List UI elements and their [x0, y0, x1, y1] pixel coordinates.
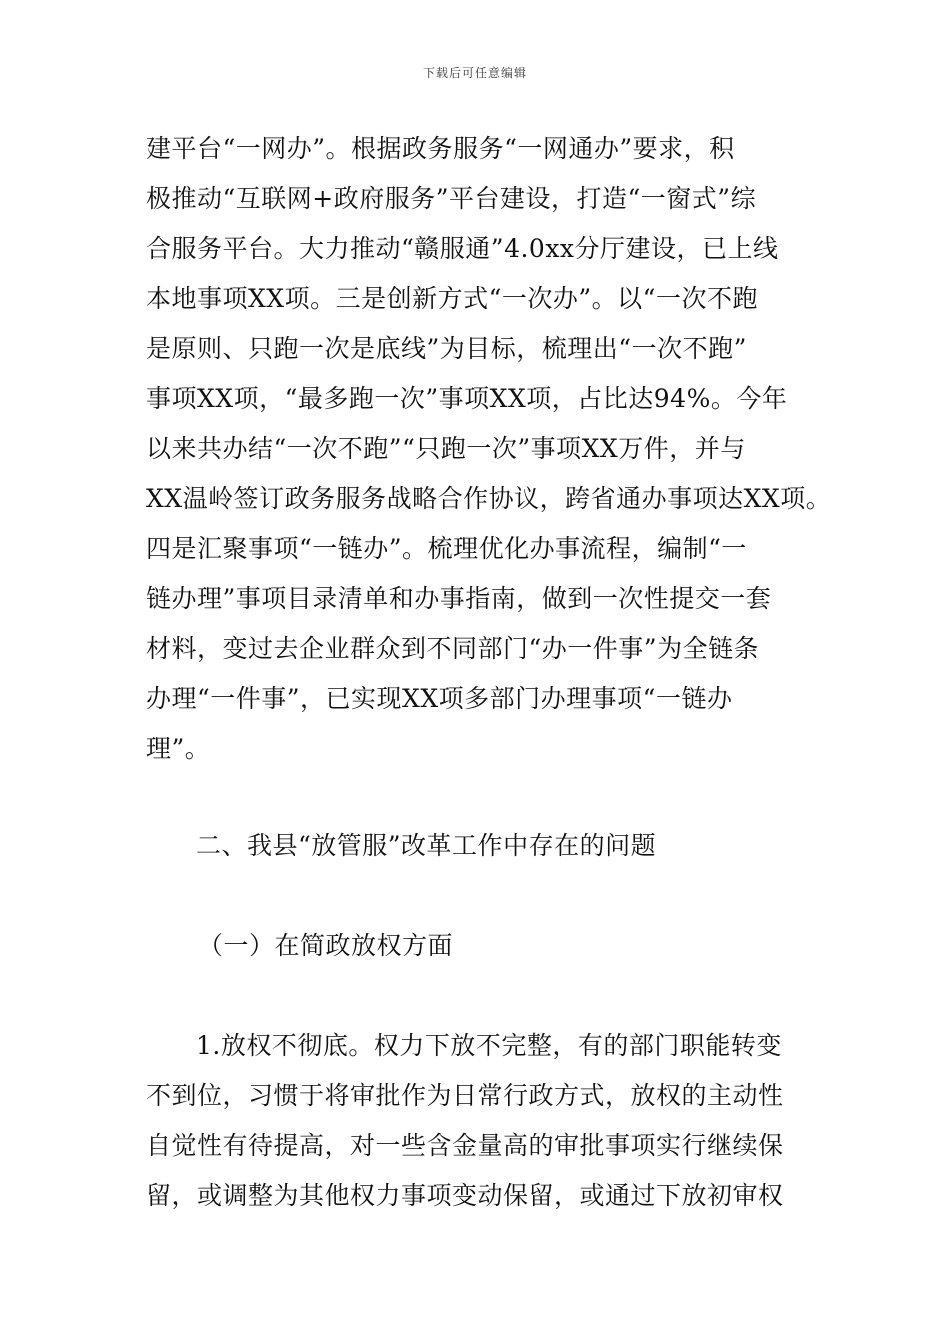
paragraph-line: 建平台“一网办”。根据政务服务“一网通办”要求，积 [146, 134, 735, 163]
page-header: 下载后可任意编辑 [422, 66, 527, 80]
paragraph-line: 本地事项XX项。三是创新方式“一次办”。以“一次不跑 [146, 284, 758, 313]
paragraph-line: 办理“一件事”，已实现XX项多部门办理事项“一链办 [146, 684, 733, 713]
section-heading: 二、我县“放管服”改革工作中存在的问题 [196, 831, 657, 860]
paragraph-line: 是原则、只跑一次是底线”为目标，梳理出“一次不跑” [146, 334, 747, 363]
paragraph-line: 理”。 [146, 734, 211, 763]
paragraph-line: 以来共办结“一次不跑”“只跑一次”事项XX万件，并与 [146, 434, 746, 463]
subsection-heading: （一）在简政放权方面 [198, 931, 454, 960]
paragraph-line: 极推动“互联网+政府服务”平台建设，打造“一窗式”综 [146, 184, 757, 213]
paragraph-line: 链办理”事项目录清单和办事指南，做到一次性提交一套 [146, 584, 772, 613]
paragraph-line: XX温岭签订政务服务战略合作协议，跨省通办事项达XX项。 [146, 484, 832, 513]
paragraph-line: 留，或调整为其他权力事项变动保留，或通过下放初审权 [146, 1181, 784, 1210]
paragraph-line: 1.放权不彻底。权力下放不完整，有的部门职能转变 [196, 1031, 782, 1060]
paragraph-line: 四是汇聚事项“一链办”。梳理优化办事流程，编制“一 [146, 534, 747, 563]
paragraph-line: 自觉性有待提高，对一些含金量高的审批事项实行继续保 [146, 1131, 784, 1160]
paragraph-line: 事项XX项，“最多跑一次”事项XX项，占比达94%。今年 [146, 384, 788, 413]
paragraph-line: 材料，变过去企业群众到不同部门“办一件事”为全链条 [146, 634, 760, 663]
paragraph-line: 不到位，习惯于将审批作为日常行政方式，放权的主动性 [146, 1081, 784, 1110]
paragraph-line: 合服务平台。大力推动“赣服通”4.0xx分厅建设，已上线 [146, 234, 779, 263]
